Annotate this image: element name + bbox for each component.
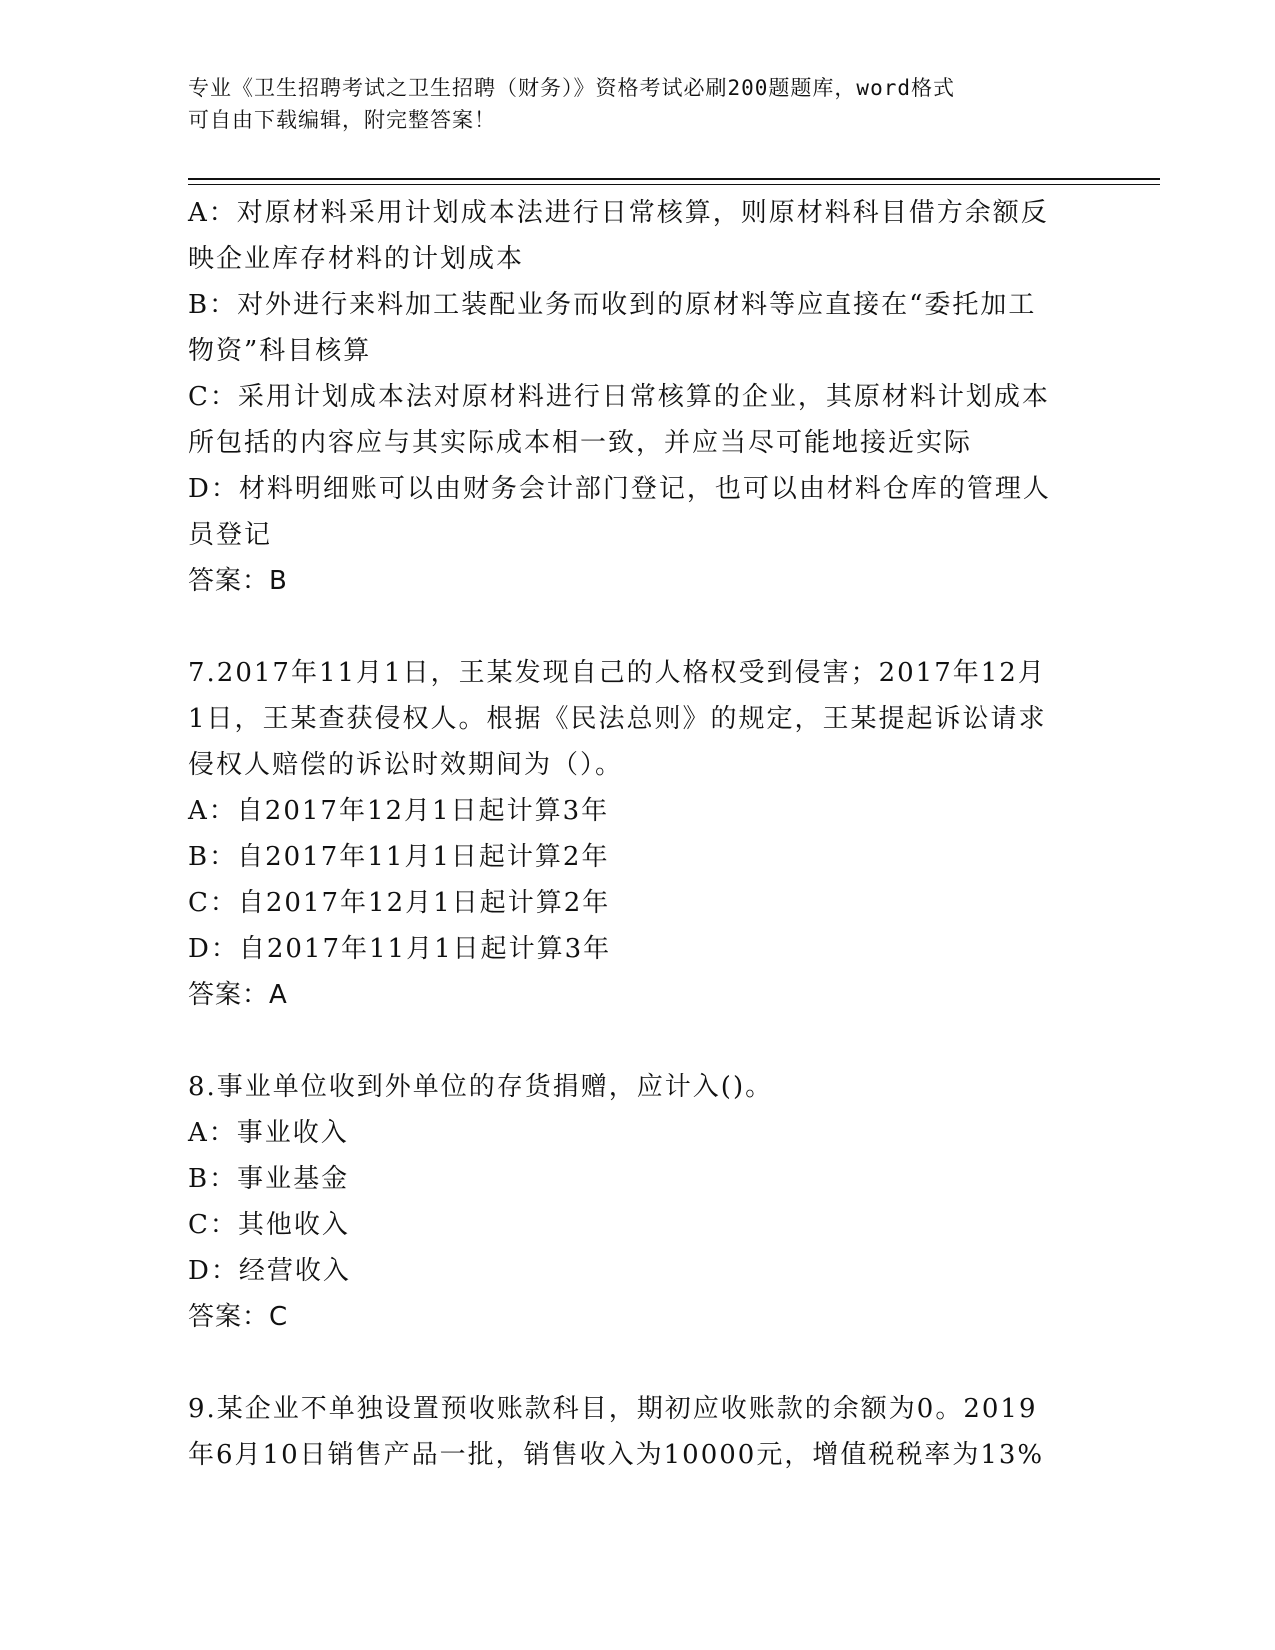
q8-option-d: D：经营收入 [188, 1256, 351, 1286]
q6-option-c-line-2: 所包括的内容应与其实际成本相一致，并应当尽可能地接近实际 [188, 428, 973, 458]
q7-stem-line-3: 侵权人赔偿的诉讼时效期间为（）。 [188, 750, 624, 780]
q6-option-b-line-1: B：对外进行来料加工装配业务而收到的原材料等应直接在“委托加工 [188, 290, 1037, 320]
question-8 [188, 1064, 1088, 1340]
q8-option-b: B：事业基金 [188, 1164, 350, 1194]
header-rule-thick [188, 178, 1160, 180]
spacer [188, 604, 1088, 650]
q9-stem-line-2: 年6月10日销售产品一批，销售收入为10000元，增值税税率为13% [188, 1440, 1045, 1470]
q7-stem-line-2: 1日，王某查获侵权人。根据《民法总则》的规定，王某提起诉讼请求 [188, 704, 1047, 734]
q7-stem-line-1: 7.2017年11月1日，王某发现自己的人格权受到侵害；2017年12月 [188, 658, 1046, 688]
q6-answer: 答案：B [188, 566, 288, 596]
q7-option-c: C：自2017年12月1日起计算2年 [188, 888, 611, 918]
q6-option-c-line-1: C：采用计划成本法对原材料进行日常核算的企业，其原材料计划成本 [188, 382, 1050, 412]
q7-option-d: D：自2017年11月1日起计算3年 [188, 934, 612, 964]
document-header [188, 72, 1088, 136]
question-7 [188, 650, 1088, 1018]
question-6 [188, 190, 1088, 604]
question-9 [188, 1386, 1088, 1478]
q8-option-a: A：事业收入 [188, 1118, 349, 1148]
q6-option-d-line-2: 员登记 [188, 520, 273, 550]
q6-option-d-line-1: D：材料明细账可以由财务会计部门登记，也可以由材料仓库的管理人 [188, 474, 1051, 504]
q6-option-a-line-1: A：对原材料采用计划成本法进行日常核算，则原材料科目借方余额反 [188, 198, 1049, 228]
spacer [188, 1340, 1088, 1386]
q8-option-c: C：其他收入 [188, 1210, 350, 1240]
q8-stem: 8.事业单位收到外单位的存货捐赠，应计入()。 [188, 1072, 774, 1102]
spacer [188, 1018, 1088, 1064]
header-line-2: 可自由下载编辑，附完整答案！ [188, 108, 496, 132]
q6-option-a-line-2: 映企业库存材料的计划成本 [188, 244, 525, 274]
q7-option-b: B：自2017年11月1日起计算2年 [188, 842, 610, 872]
q7-option-a: A：自2017年12月1日起计算3年 [188, 796, 610, 826]
header-rule-thin [188, 184, 1160, 185]
question-content [188, 190, 1088, 1478]
q8-answer: 答案：C [188, 1302, 289, 1332]
q9-stem-line-1: 9.某企业不单独设置预收账款科目，期初应收账款的余额为0。2019 [188, 1394, 1038, 1424]
header-line-1: 专业《卫生招聘考试之卫生招聘（财务）》资格考试必刷200题题库，word格式 [188, 76, 955, 100]
q6-option-b-line-2: 物资”科目核算 [188, 336, 372, 366]
q7-answer: 答案：A [188, 980, 288, 1010]
